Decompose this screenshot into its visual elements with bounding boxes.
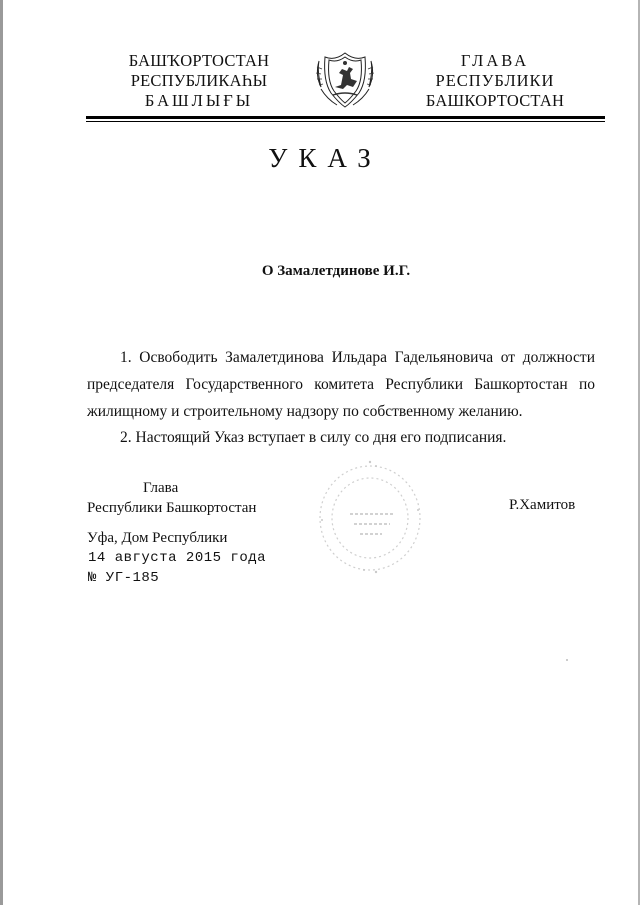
scan-speck	[566, 659, 568, 661]
header-right-line-3: БАШКОРТОСТАН	[425, 91, 565, 110]
header-left-line-1: БАШҠОРТОСТАН	[128, 51, 270, 70]
decree-number: № УГ-185	[88, 570, 160, 586]
faded-seal-icon	[314, 458, 426, 576]
signatory-title	[87, 478, 256, 518]
signing-date: 14 августа 2015 года	[88, 550, 267, 566]
signatory-name: Р.Хамитов	[509, 497, 576, 513]
paragraph-1-text: 1. Освободить Замалетдинова Ильдара Гадельяновича от должности председателя Государственного комитета Республики Башкортостан по жилищному и строительному надзору по собственному желанию.	[87, 349, 595, 420]
signatory-title-line-1: Глава	[143, 480, 179, 496]
header-left-line-2: РЕСПУБЛИКАҺЫ	[130, 71, 268, 90]
paragraph-1	[87, 344, 595, 425]
header-right-line-1: ГЛАВА	[460, 51, 530, 70]
decree-subject: О Замалетдинове И.Г.	[261, 263, 411, 279]
scan-edge-left	[0, 0, 3, 905]
coat-of-arms-icon	[313, 41, 377, 111]
header-left-line-3: БАШЛЫҒЫ	[144, 91, 254, 110]
signatory-title-line-2: Республики Башкортостан	[87, 500, 257, 516]
signing-place: Уфа, Дом Республики	[87, 530, 228, 546]
header-bashkir-title	[104, 51, 294, 111]
header-rule-thick	[86, 116, 605, 119]
paragraph-2-text: 2. Настоящий Указ вступает в силу со дня его подписания.	[120, 429, 507, 446]
header-right-line-2: РЕСПУБЛИКИ	[435, 71, 555, 90]
paragraph-2	[87, 424, 595, 451]
header-rule-thin	[86, 121, 605, 122]
header-russian-title	[412, 51, 578, 111]
document-type-heading: УКАЗ	[268, 143, 382, 173]
